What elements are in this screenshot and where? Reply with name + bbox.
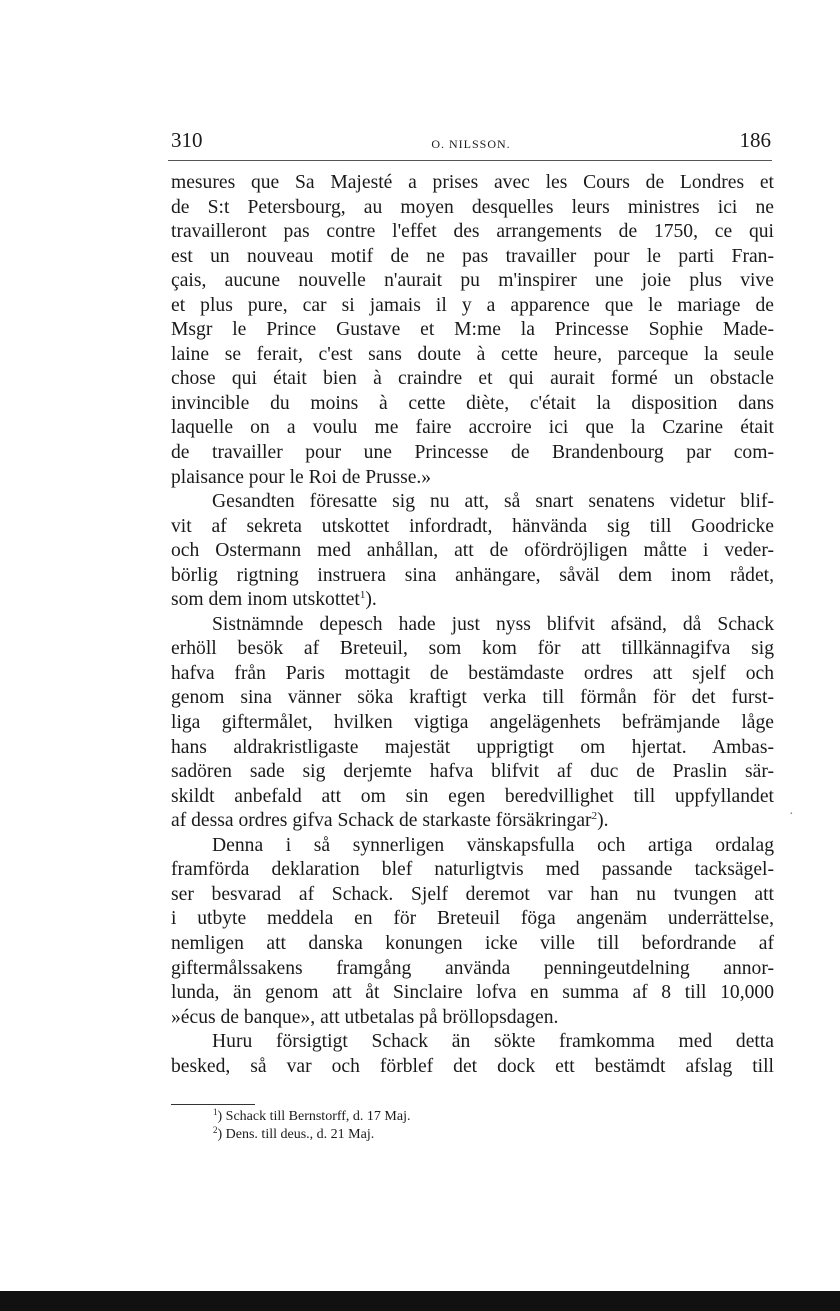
text-line: nemligen att danska konungen icke ville till befordrande af — [171, 932, 774, 954]
text-line: travailleront pas contre l'effet des arrangements de 1750, ce qui — [171, 221, 774, 243]
footnote-mark: 2 — [213, 1125, 218, 1135]
text-line: de S:t Petersbourg, au moyen desquelles leurs ministres ici ne — [171, 196, 774, 218]
text-line: börlig rigtning instruera sina anhängare, såväl dem inom rådet, — [171, 564, 774, 586]
text-line-with-footnote-ref — [171, 809, 774, 834]
text-line: »écus de banque», att utbetalas på bröllopsdagen. — [171, 1006, 559, 1028]
text-line: chose qui était bien à craindre et qui aurait formé un obstacle — [171, 368, 774, 390]
text-line: est un nouveau motif de ne pas travailler pour le parti Fran- — [171, 245, 774, 267]
text-line: skildt anbefald att om sin egen beredvillighet till uppfyllandet — [171, 785, 774, 807]
text-line: Msgr le Prince Gustave et M:me la Princesse Sophie Made- — [171, 319, 774, 341]
text-line: ser besvarad af Schack. Sjelf deremot var han nu tvungen att — [171, 883, 774, 905]
text-line: mesures que Sa Majesté a prises avec les Cours de Londres et — [171, 172, 774, 193]
text-line: Huru försigtigt Schack än sökte framkomma med detta — [212, 1031, 774, 1053]
text-line: Sistnämnde depesch hade just nyss blifvit afsänd, då Schack — [212, 613, 774, 635]
text-line: framförda deklaration blef naturligtvis med passande tacksägel- — [171, 859, 774, 881]
text-line: Denna i så synnerligen vänskapsfulla och artiga ordalag — [212, 834, 774, 856]
footnote-rule — [171, 1104, 255, 1105]
scan-edge-bar — [0, 1291, 840, 1311]
margin-speck: · — [789, 807, 794, 822]
text-line: besked, så var och förblef det dock ett bestämdt afslag till — [171, 1055, 774, 1077]
text-line: invincible du moins à cette diète, c'était la disposition dans — [171, 392, 774, 414]
text-line: som dem inom utskottet — [171, 589, 360, 611]
text-line: genom sina vänner söka kraftigt verka till förmån för det furst- — [171, 687, 774, 709]
running-title: O. NILSSON. — [431, 137, 511, 151]
header-rule — [168, 160, 772, 161]
text-line: plaisance pour le Roi de Prusse.» — [171, 466, 432, 488]
footnote-mark: 1 — [213, 1107, 218, 1117]
text-line: çais, aucune nouvelle n'aurait pu m'inspirer une joie plus vive — [171, 270, 774, 292]
text-line: erhöll besök af Breteuil, som kom för att tillkännagifva sig — [171, 638, 774, 660]
text-line: i utbyte meddela en för Breteuil föga angenäm underrättelse, — [171, 908, 774, 930]
text-line: laquelle on a voulu me faire accroire ici que la Czarine était — [171, 417, 774, 439]
text-line: et plus pure, car si jamais il y a apparence que le mariage de — [171, 294, 774, 316]
text-line: lunda, än genom att åt Sinclaire lofva en summa af 8 till 10,000 — [171, 982, 774, 1004]
footnote-text: ) Dens. till deus., d. 21 Maj. — [217, 1127, 375, 1142]
footnotes — [213, 1108, 411, 1144]
page-number-right: 186 — [739, 128, 771, 152]
footnote-2 — [213, 1126, 411, 1144]
text-line: de travailler pour une Princesse de Brandenbourg par com- — [171, 442, 774, 464]
text-line: liga giftermålet, hvilken vigtiga angelägenhets befrämjande låge — [171, 712, 774, 734]
text-line: giftermålssakens framgång använda penningeutdelning annor- — [171, 957, 774, 979]
text-line: af dessa ordres gifva Schack de starkaste försäkringar — [171, 810, 592, 832]
text-line: vit af sekreta utskottet infordradt, hänvända sig till Goodricke — [171, 515, 774, 537]
text-line: laine se ferait, c'est sans doute à cette heure, parceque la seule — [171, 343, 774, 365]
footnote-ref-1[interactable]: 1 — [359, 589, 366, 602]
text-line: Gesandten föresatte sig nu att, så snart senatens videtur blif- — [212, 491, 774, 513]
text-line: sadören sade sig derjemte hafva blifvit af duc de Praslin sär- — [171, 761, 774, 783]
footnote-ref-close: ). — [365, 589, 377, 611]
footnote-ref-2[interactable]: 2 — [591, 810, 598, 823]
text-line: hafva från Paris mottagit de bestämdaste ordres att sjelf och — [171, 662, 774, 684]
footnote-ref-close: ). — [597, 810, 609, 832]
page-header — [171, 128, 771, 158]
text-line: hans aldrakristligaste majestät upprigtigt om hjertat. Ambas- — [171, 736, 774, 758]
body-text — [171, 171, 774, 1079]
text-line: och Ostermann med anhållan, att de ofördröjligen måtte i veder- — [171, 540, 774, 562]
footnote-1 — [213, 1108, 411, 1126]
page-number-left: 310 — [171, 128, 203, 152]
text-line-with-footnote-ref — [171, 588, 774, 613]
footnote-text: ) Schack till Bernstorff, d. 17 Maj. — [217, 1109, 411, 1124]
